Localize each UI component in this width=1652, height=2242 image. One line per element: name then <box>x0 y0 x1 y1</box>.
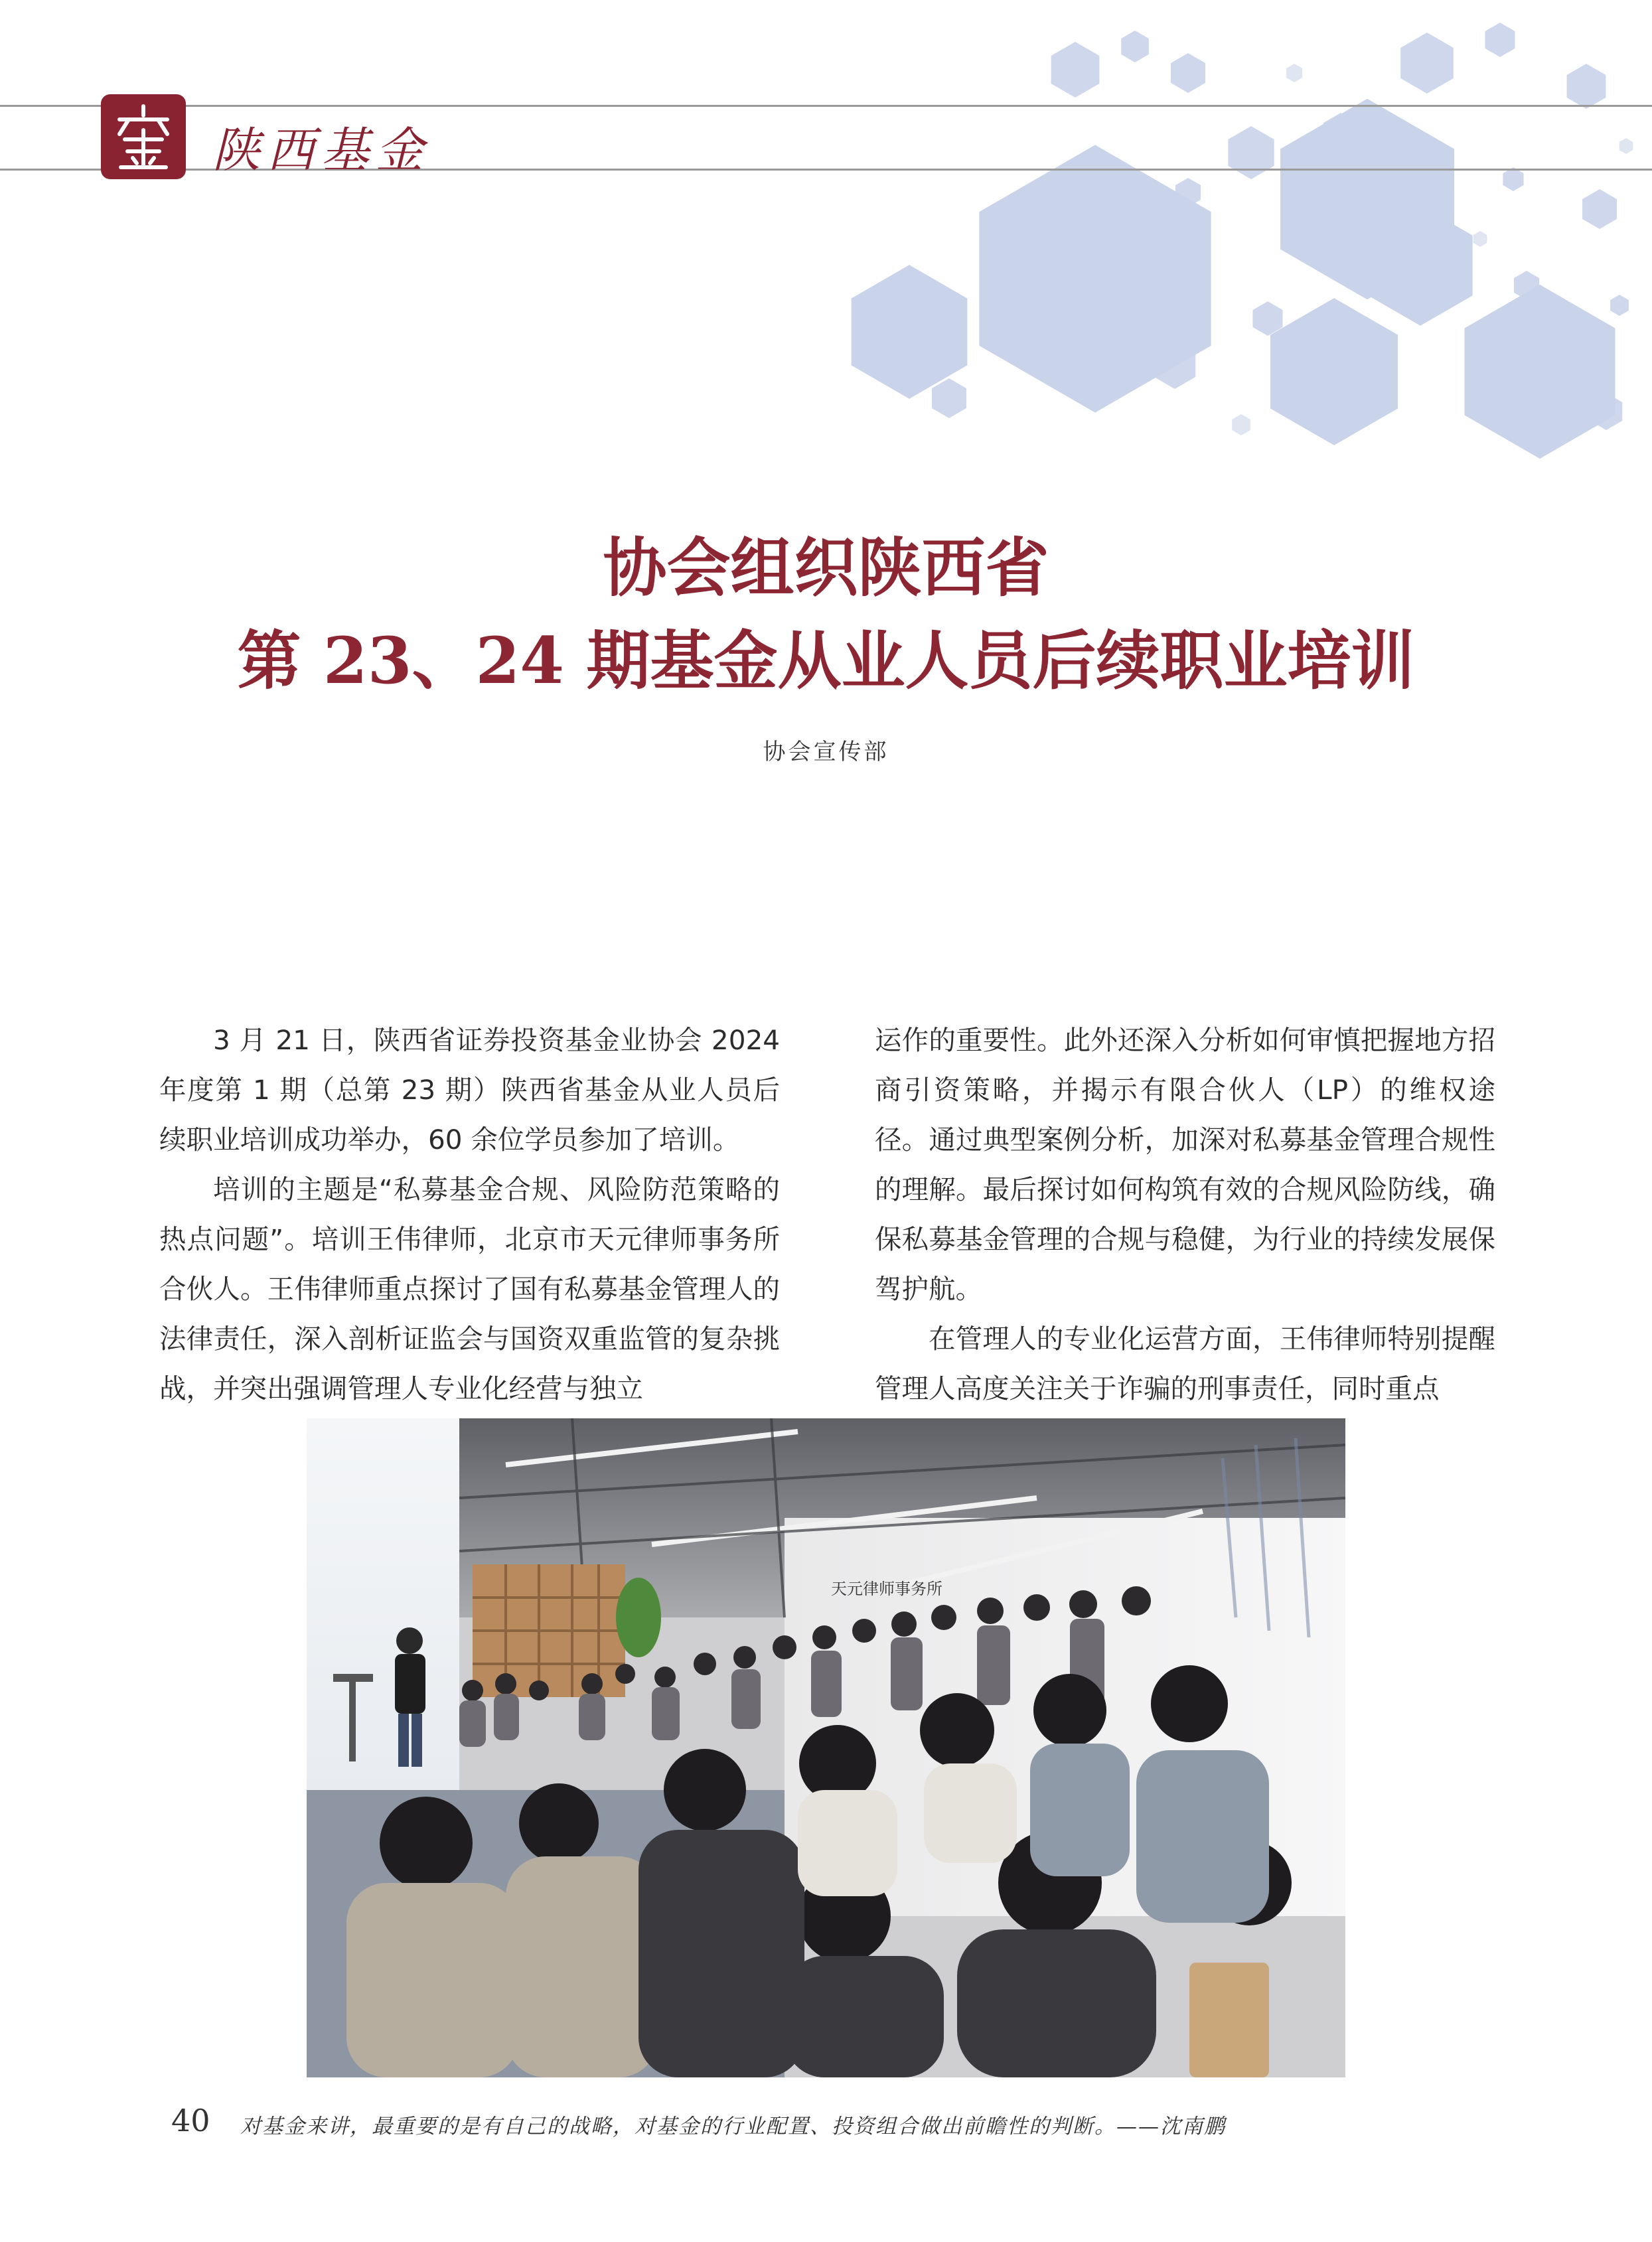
masthead-top-rule <box>0 105 1652 107</box>
article-byline: 协会宣传部 <box>763 739 889 765</box>
training-session-photo <box>307 1418 1345 2077</box>
association-seal-icon <box>100 93 187 181</box>
footer-quote: 对基金来讲，最重要的是有自己的战略，对基金的行业配置、投资组合做出前瞻性的判断。——沈南鹏 <box>240 2115 1226 2138</box>
publication-name: 陕西基金 <box>212 122 431 178</box>
right-text-column <box>875 1015 1495 1414</box>
law-firm-wall-sign: 天元律师事务所 <box>831 1580 942 1598</box>
left-text-column <box>159 1015 780 1414</box>
paragraph: 3 月 21 日，陕西省证券投资基金业协会 2024 年度第 1 期（总第 23 期）陕西省基金从业人员后续职业培训成功举办，60 余位学员参加了培训。 <box>159 1024 780 1156</box>
article-title-line1: 协会组织陕西省 <box>603 530 1049 605</box>
page-number: 40 <box>171 2103 210 2138</box>
paragraph-continuation: 运作的重要性。此外还深入分析如何审慎把握地方招商引资策略，并揭示有限合伙人（LP）的维权途径。通过典型案例分析，加深对私募基金管理合规性的理解。最后探讨如何构筑有效的合规风险防线，确保私募基金管理的合规与稳健，为行业的持续发展保驾护航。 <box>875 1024 1495 1305</box>
hexagon-pattern-decoration <box>763 0 1652 504</box>
article-title-line2: 第 23、24 期基金从业人员后续职业培训 <box>237 623 1415 698</box>
paragraph: 在管理人的专业化运营方面，王伟律师特别提醒管理人高度关注关于诈骗的刑事责任，同时重点 <box>875 1323 1495 1404</box>
paragraph: 培训的主题是“私募基金合规、风险防范策略的热点问题”。培训王伟律师，北京市天元律师事务所合伙人。王伟律师重点探讨了国有私募基金管理人的法律责任，深入剖析证监会与国资双重监管的复杂挑战，并突出强调管理人专业化经营与独立 <box>159 1173 780 1404</box>
